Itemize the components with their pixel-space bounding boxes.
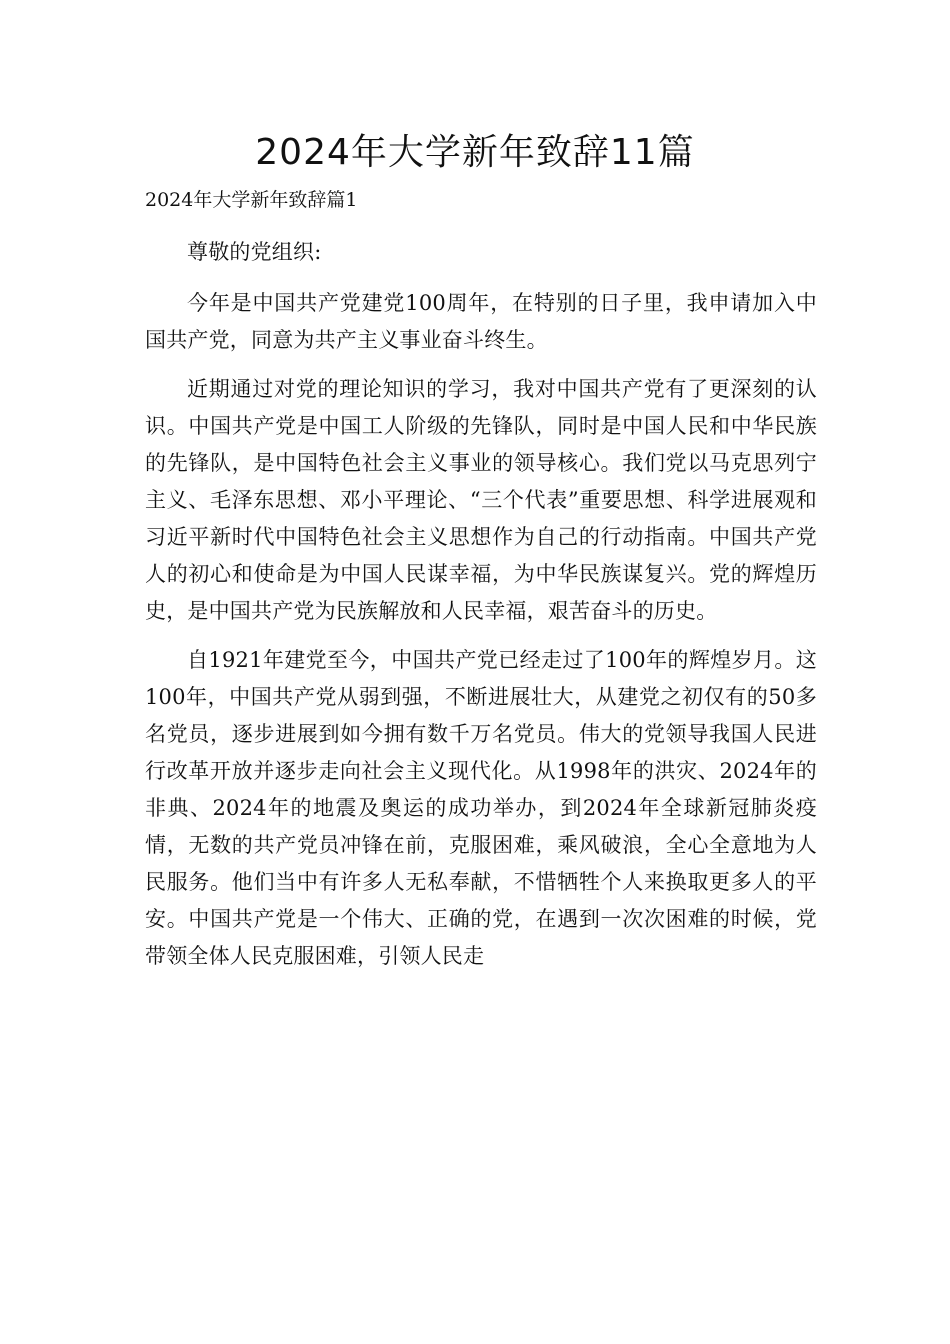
document-title: 2024年大学新年致辞11篇 (255, 132, 695, 173)
salutation: 尊敬的党组织: (187, 240, 322, 264)
section-heading: 2024年大学新年致辞篇1 (145, 189, 358, 211)
document-body (145, 234, 817, 987)
paragraph-3: 自1921年建党至今，中国共产党已经走过了100年的辉煌岁月。这100年，中国共产党从弱到强，不断进展壮大，从建党之初仅有的50多名党员，逐步进展到如今拥有数千万名党员。伟大的党领导我国人民进行改革开放并逐步走向社会主义现代化。从1998年的洪灾、2024年的非典、2024年的地震及奥运的成功举办，到2024年全球新冠肺炎疫情，无数的共产党员冲锋在前，克服困难，乘风破浪，全心全意地为人民服务。他们当中有许多人无私奉献，不惜牺牲个人来换取更多人的平安。中国共产党是一个伟大、正确的党，在遇到一次次困难的时候，党带领全体人民克服困难，引领人民走 (145, 648, 817, 968)
paragraph-2: 近期通过对党的理论知识的学习，我对中国共产党有了更深刻的认识。中国共产党是中国工人阶级的先锋队，同时是中国人民和中华民族的先锋队，是中国特色社会主义事业的领导核心。我们党以马克思列宁主义、毛泽东思想、邓小平理论、“三个代表”重要思想、科学进展观和习近平新时代中国特色社会主义思想作为自己的行动指南。中国共产党人的初心和使命是为中国人民谋幸福，为中华民族谋复兴。党的辉煌历史，是中国共产党为民族解放和人民幸福，艰苦奋斗的历史。 (145, 377, 817, 623)
paragraph-1: 今年是中国共产党建党100周年，在特别的日子里，我申请加入中国共产党，同意为共产主义事业奋斗终生。 (145, 291, 817, 352)
